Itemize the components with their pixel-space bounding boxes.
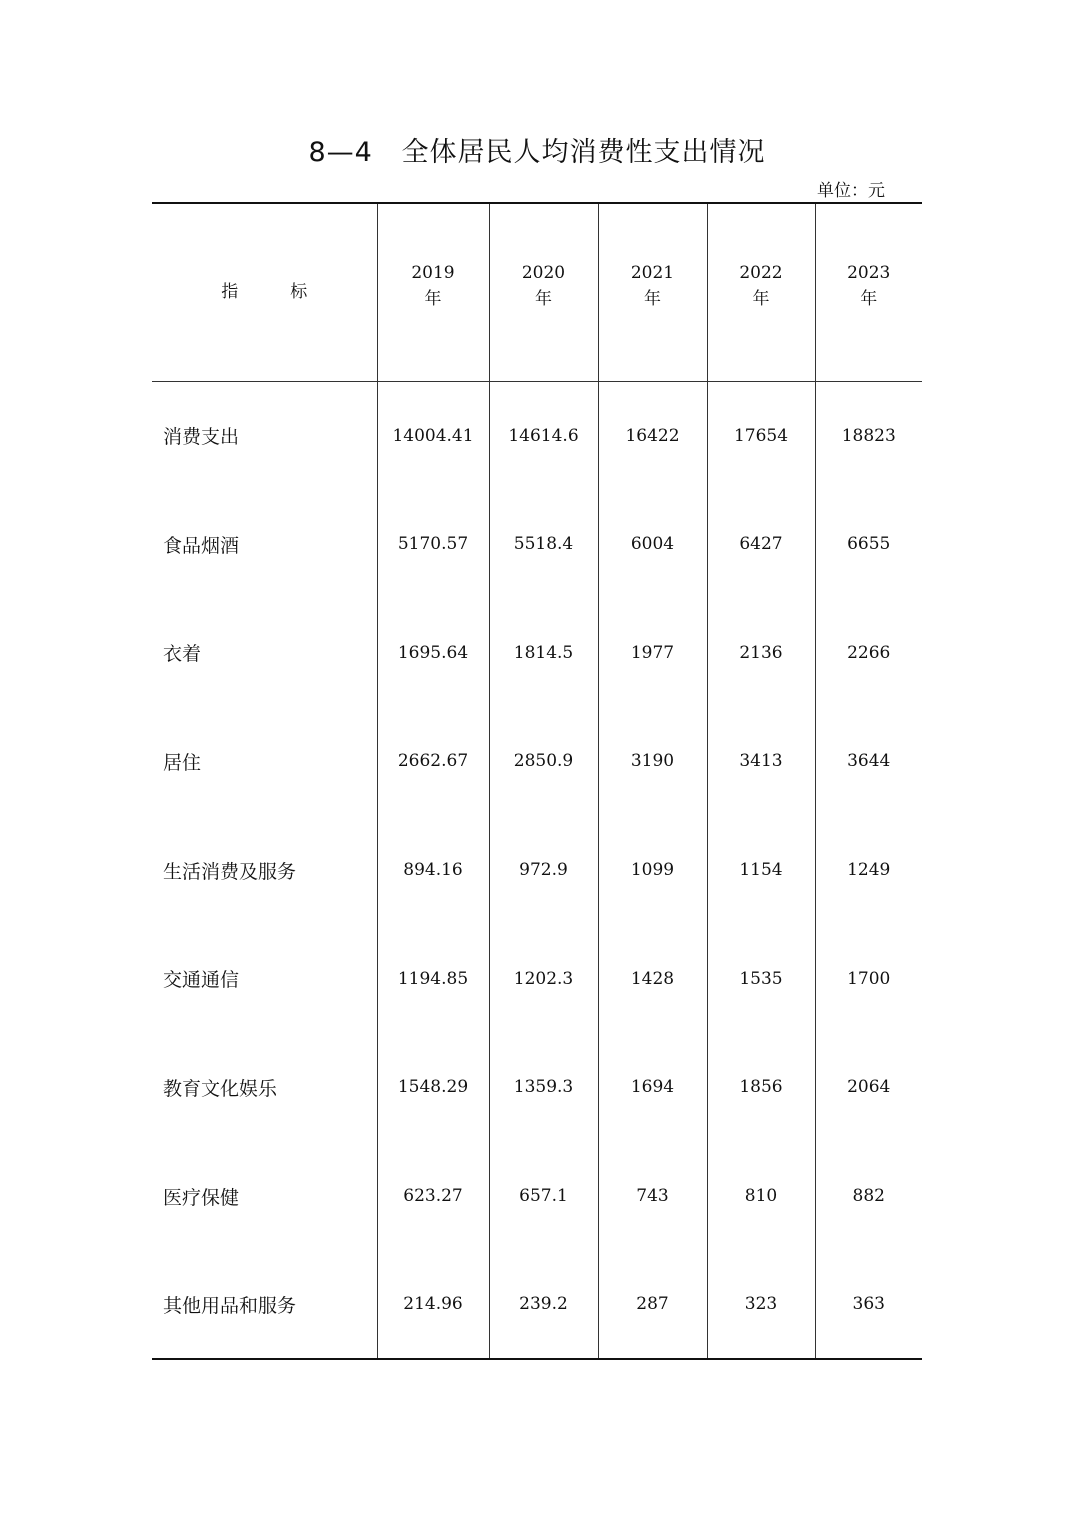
cell-2020: 14614.6 [489, 381, 598, 490]
cell-2021: 1977 [598, 598, 707, 707]
cell-2020: 239.2 [489, 1251, 598, 1360]
cell-2020: 972.9 [489, 816, 598, 925]
cell-2023: 2064 [815, 1033, 922, 1142]
table-row [152, 490, 922, 599]
cell-2020: 1359.3 [489, 1033, 598, 1142]
cell-2022: 6427 [707, 490, 815, 599]
table-row [152, 598, 922, 707]
row-label: 交通通信 [163, 969, 240, 992]
header-year-suffix: 年 [752, 289, 770, 310]
cell-2023: 6655 [815, 490, 922, 599]
cell-2019: 894.16 [377, 816, 489, 925]
table-row [152, 816, 922, 925]
table-row [152, 381, 922, 490]
cell-2019: 5170.57 [377, 490, 489, 599]
cell-2022: 2136 [707, 598, 815, 707]
cell-2022: 1535 [707, 924, 815, 1033]
header-year-2020 [489, 203, 598, 381]
row-label: 食品烟酒 [163, 534, 240, 557]
cell-2022: 323 [707, 1251, 815, 1360]
cell-2021: 16422 [598, 381, 707, 490]
cell-2022: 3413 [707, 707, 815, 816]
cell-2023: 882 [815, 1142, 922, 1251]
row-label: 其他用品和服务 [163, 1294, 297, 1317]
row-label: 居住 [163, 751, 202, 774]
header-year-value: 2019 [411, 263, 455, 284]
cell-2023: 2266 [815, 598, 922, 707]
cell-2019: 214.96 [377, 1251, 489, 1360]
row-label: 教育文化娱乐 [163, 1077, 278, 1100]
cell-2021: 1428 [598, 924, 707, 1033]
cell-2023: 3644 [815, 707, 922, 816]
cell-2020: 5518.4 [489, 490, 598, 599]
table-row [152, 924, 922, 1033]
cell-2022: 810 [707, 1142, 815, 1251]
cell-2022: 1154 [707, 816, 815, 925]
consumption-table [152, 202, 922, 1360]
cell-2023: 18823 [815, 381, 922, 490]
cell-2019: 2662.67 [377, 707, 489, 816]
cell-2023: 1249 [815, 816, 922, 925]
header-year-2021 [598, 203, 707, 381]
cell-2021: 1099 [598, 816, 707, 925]
cell-2022: 17654 [707, 381, 815, 490]
cell-2019: 14004.41 [377, 381, 489, 490]
header-year-value: 2022 [739, 263, 783, 284]
header-year-value: 2020 [521, 263, 566, 284]
table-row [152, 707, 922, 816]
table-header-row [152, 203, 922, 381]
unit-label: 单位：元 [817, 181, 885, 201]
cell-2019: 1695.64 [377, 598, 489, 707]
header-year-suffix: 年 [860, 289, 878, 310]
cell-2021: 1694 [598, 1033, 707, 1142]
cell-2021: 3190 [598, 707, 707, 816]
cell-2021: 6004 [598, 490, 707, 599]
header-year-suffix: 年 [535, 289, 552, 310]
cell-2020: 1814.5 [489, 598, 598, 707]
row-label: 衣着 [163, 643, 202, 666]
cell-2020: 1202.3 [489, 924, 598, 1033]
cell-2021: 743 [598, 1142, 707, 1251]
page-title: 8—4 全体居民人均消费性支出情况 [308, 137, 766, 168]
header-year-value: 2021 [630, 263, 675, 284]
table-row [152, 1033, 922, 1142]
cell-2021: 287 [598, 1251, 707, 1360]
cell-2020: 657.1 [489, 1142, 598, 1251]
cell-2023: 1700 [815, 924, 922, 1033]
row-label: 医疗保健 [163, 1186, 240, 1209]
header-year-2019 [377, 203, 489, 381]
header-year-2023 [815, 203, 922, 381]
header-indicator: 指 标 [221, 282, 308, 303]
header-year-value: 2023 [847, 263, 891, 284]
cell-2023: 363 [815, 1251, 922, 1360]
cell-2019: 1548.29 [377, 1033, 489, 1142]
cell-2020: 2850.9 [489, 707, 598, 816]
table-row [152, 1142, 922, 1251]
table-row [152, 1251, 922, 1360]
row-label: 生活消费及服务 [163, 860, 297, 883]
cell-2019: 1194.85 [377, 924, 489, 1033]
cell-2022: 1856 [707, 1033, 815, 1142]
header-year-suffix: 年 [644, 289, 661, 310]
cell-2019: 623.27 [377, 1142, 489, 1251]
header-year-2022 [707, 203, 815, 381]
header-year-suffix: 年 [424, 289, 442, 310]
row-label: 消费支出 [163, 426, 240, 449]
